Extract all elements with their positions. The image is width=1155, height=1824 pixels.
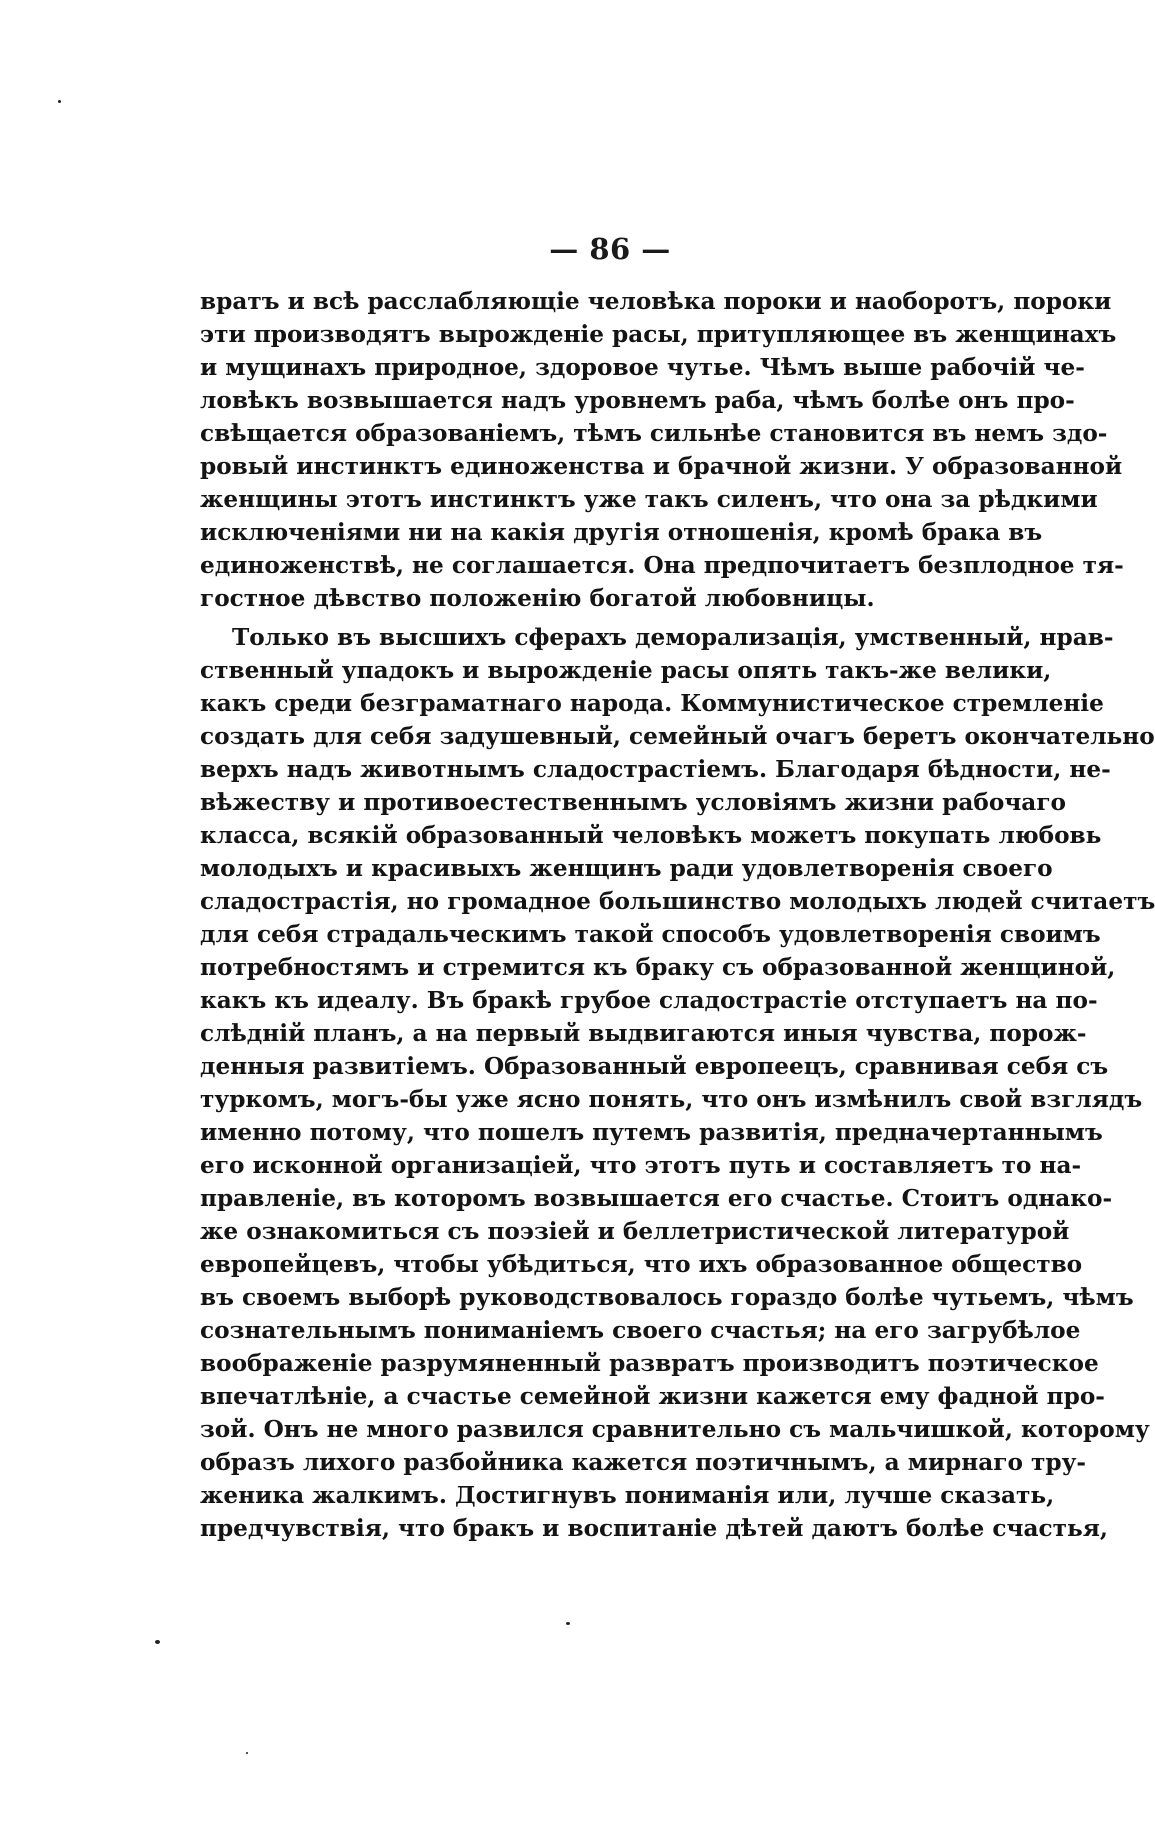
text-line: ственный упадокъ и вырожденіе расы опять такъ-же велики, — [200, 657, 1052, 684]
text-line: класса, всякій образованный человѣкъ можетъ покупать любовь — [200, 822, 1102, 849]
text-line: молодыхъ и красивыхъ женщинъ ради удовлетворенія своего — [200, 855, 1053, 882]
text-line: правленіе, въ которомъ возвышается его счастье. Стоитъ однако- — [200, 1185, 1113, 1212]
text-line: Только въ высшихъ сферахъ деморализація, умственный, нрав- — [232, 624, 1114, 651]
text-line: сознательнымъ пониманіемъ своего счастья; на его загрубѣлое — [200, 1317, 1081, 1344]
scan-speck — [246, 1752, 248, 1754]
scan-speck — [58, 100, 61, 103]
text-line: какъ среди безграматнаго народа. Коммунистическое стремленіе — [200, 690, 1104, 717]
text-line: женщины этотъ инстинктъ уже такъ силенъ, что она за рѣдкими — [200, 486, 1098, 513]
text-line: впечатлѣніе, а счастье семейной жизни кажется ему фадной про- — [200, 1383, 1105, 1410]
body-text — [200, 285, 1155, 1545]
page-number: — 86 — — [549, 232, 671, 266]
text-line: какъ къ идеалу. Въ бракѣ грубое сладострастіе отступаетъ на по- — [200, 987, 1098, 1014]
scan-speck — [155, 1640, 160, 1644]
text-line: единоженствѣ, не соглашается. Она предпочитаетъ безплодное тя- — [200, 552, 1124, 579]
text-line: въ своемъ выборѣ руководствовалось гораздо болѣе чутьемъ, чѣмъ — [200, 1284, 1134, 1311]
text-line: женика жалкимъ. Достигнувъ пониманія или, лучше сказать, — [200, 1482, 1055, 1509]
text-line: денныя развитіемъ. Образованный европеецъ, сравнивая себя съ — [200, 1053, 1109, 1080]
text-line: для себя страдальческимъ такой способъ удовлетворенія своимъ — [200, 921, 1101, 948]
text-line: сладострастія, но громадное большинство молодыхъ людей считаетъ — [200, 888, 1155, 915]
text-line: предчувствія, что бракъ и воспитаніе дѣтей даютъ болѣе счастья, — [200, 1515, 1108, 1542]
text-line: эти производятъ вырожденіе расы, притупляющее въ женщинахъ — [200, 321, 1117, 348]
text-line: потребностямъ и стремится къ браку съ образованной женщиной, — [200, 954, 1116, 981]
text-line: зой. Онъ не много развился сравнительно съ мальчишкой, которому — [200, 1416, 1150, 1443]
scan-speck — [566, 1622, 570, 1625]
text-line: верхъ надъ животнымъ сладострастіемъ. Благодаря бѣдности, не- — [200, 756, 1111, 783]
text-line: свѣщается образованіемъ, тѣмъ сильнѣе становится въ немъ здо- — [200, 420, 1108, 447]
text-line: туркомъ, могъ-бы уже ясно понять, что онъ измѣнилъ свой взглядъ — [200, 1086, 1143, 1113]
text-line: воображеніе разрумяненный развратъ производитъ поэтическое — [200, 1350, 1099, 1377]
text-line: вратъ и всѣ расслабляющіе человѣка пороки и наоборотъ, пороки — [200, 288, 1112, 315]
text-line: же ознакомиться съ поэзіей и беллетристической литературой — [200, 1218, 1070, 1245]
text-line: гостное дѣвство положенію богатой любовницы. — [200, 585, 875, 612]
text-line: и мущинахъ природное, здоровое чутье. Чѣмъ выше рабочій че- — [200, 354, 1085, 381]
paragraph — [200, 285, 1124, 615]
text-line: вѣжеству и противоестественнымъ условіямъ жизни рабочаго — [200, 789, 1067, 816]
text-line: именно потому, что пошелъ путемъ развитія, предначертаннымъ — [200, 1119, 1103, 1146]
text-line: исключеніями ни на какія другія отношенія, кромѣ брака въ — [200, 519, 1043, 546]
text-line: ловѣкъ возвышается надъ уровнемъ раба, чѣмъ болѣе онъ про- — [200, 387, 1075, 414]
text-line: слѣдній планъ, а на первый выдвигаются иныя чувства, порож- — [200, 1020, 1087, 1047]
text-line: образъ лихого разбойника кажется поэтичнымъ, а мирнаго тру- — [200, 1449, 1087, 1476]
paragraph — [200, 621, 1155, 1545]
text-line: создать для себя задушевный, семейный очагъ беретъ окончательно — [200, 723, 1155, 750]
text-line: европейцевъ, чтобы убѣдиться, что ихъ образованное общество — [200, 1251, 1083, 1278]
text-line: ровый инстинктъ единоженства и брачной жизни. У образованной — [200, 453, 1123, 480]
text-line: его исконной организаціей, что этотъ путь и составляетъ то на- — [200, 1152, 1082, 1179]
